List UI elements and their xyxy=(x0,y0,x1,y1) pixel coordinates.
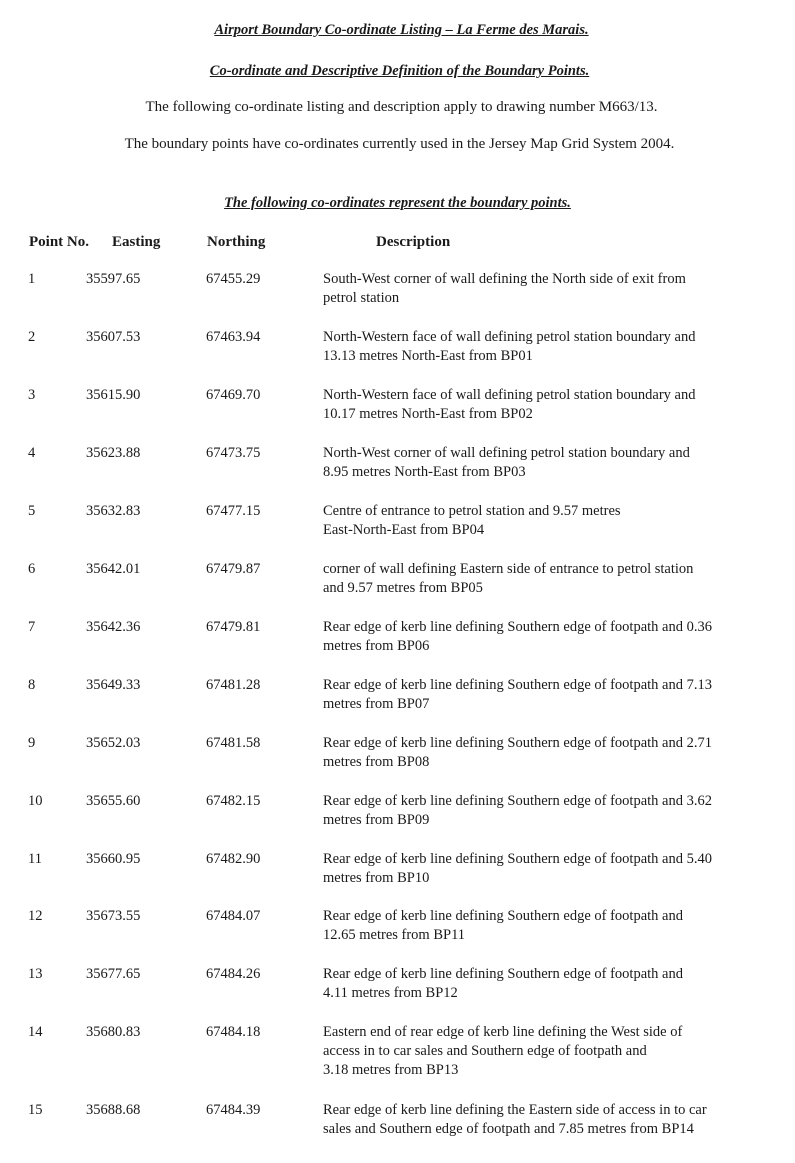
easting-value: 35660.95 xyxy=(86,851,141,867)
easting-value: 35615.90 xyxy=(86,387,141,403)
point-number: 15 xyxy=(28,1102,43,1118)
intro-paragraph-grid-system: The boundary points have co-ordinates currently used in the Jersey Map Grid System 2004. xyxy=(124,136,675,152)
northing-value: 67455.29 xyxy=(206,271,261,287)
point-description: North-Western face of wall defining petrol station boundary and 13.13 metres North-East from BP01 xyxy=(323,329,696,364)
point-description: Eastern end of rear edge of kerb line defining the West side of access in to car sales and Southern edge of footpath and 3.18 metres from BP13 xyxy=(323,1024,683,1078)
easting-value: 35642.36 xyxy=(86,619,141,635)
point-description: Rear edge of kerb line defining Southern edge of footpath and 3.62 metres from BP09 xyxy=(323,793,712,828)
northing-value: 67473.75 xyxy=(206,445,261,461)
northing-value: 67479.81 xyxy=(206,619,261,635)
northing-value: 67482.90 xyxy=(206,851,261,867)
point-number: 12 xyxy=(28,908,43,924)
northing-value: 67482.15 xyxy=(206,793,261,809)
easting-value: 35607.53 xyxy=(86,329,141,345)
point-number: 3 xyxy=(28,387,36,403)
easting-value: 35649.33 xyxy=(86,677,141,693)
point-number: 5 xyxy=(28,503,36,519)
point-number: 8 xyxy=(28,677,36,693)
column-header-easting: Easting xyxy=(112,234,161,250)
point-number: 1 xyxy=(28,271,36,287)
point-number: 13 xyxy=(28,966,43,982)
point-description: Rear edge of kerb line defining Southern edge of footpath and 0.36 metres from BP06 xyxy=(323,619,712,654)
point-number: 9 xyxy=(28,735,36,751)
column-header-description: Description xyxy=(376,234,451,250)
northing-value: 67484.26 xyxy=(206,966,261,982)
northing-value: 67484.18 xyxy=(206,1024,261,1040)
point-description: North-Western face of wall defining petrol station boundary and 10.17 metres North-East from BP02 xyxy=(323,387,696,422)
point-number: 7 xyxy=(28,619,36,635)
easting-value: 35655.60 xyxy=(86,793,141,809)
easting-value: 35597.65 xyxy=(86,271,141,287)
easting-value: 35652.03 xyxy=(86,735,141,751)
document-title: Airport Boundary Co-ordinate Listing – La Ferme des Marais. xyxy=(214,22,589,38)
point-number: 10 xyxy=(28,793,43,809)
northing-value: 67481.28 xyxy=(206,677,261,693)
point-description: corner of wall defining Eastern side of entrance to petrol station and 9.57 metres from BP05 xyxy=(323,561,694,596)
easting-value: 35642.01 xyxy=(86,561,141,577)
point-description: Centre of entrance to petrol station and 9.57 metres East-North-East from BP04 xyxy=(323,503,621,538)
section-title: The following co-ordinates represent the boundary points. xyxy=(224,195,571,211)
easting-value: 35623.88 xyxy=(86,445,141,461)
point-number: 14 xyxy=(28,1024,43,1040)
northing-value: 67481.58 xyxy=(206,735,261,751)
northing-value: 67469.70 xyxy=(206,387,261,403)
point-description: Rear edge of kerb line defining Southern edge of footpath and 2.71 metres from BP08 xyxy=(323,735,712,770)
northing-value: 67477.15 xyxy=(206,503,261,519)
easting-value: 35632.83 xyxy=(86,503,141,519)
point-description: Rear edge of kerb line defining Southern edge of footpath and 4.11 metres from BP12 xyxy=(323,966,683,1001)
point-description: Rear edge of kerb line defining Southern edge of footpath and 12.65 metres from BP11 xyxy=(323,908,683,943)
point-description: North-West corner of wall defining petrol station boundary and 8.95 metres North-East from BP03 xyxy=(323,445,690,480)
point-description: Rear edge of kerb line defining the Eastern side of access in to car sales and Southern edge of footpath and 7.85 metres from BP14 xyxy=(323,1102,707,1137)
point-number: 4 xyxy=(28,445,36,461)
point-number: 11 xyxy=(28,851,42,867)
easting-value: 35680.83 xyxy=(86,1024,141,1040)
northing-value: 67463.94 xyxy=(206,329,261,345)
northing-value: 67479.87 xyxy=(206,561,261,577)
document-subtitle: Co-ordinate and Descriptive Definition of the Boundary Points. xyxy=(209,63,590,79)
point-description: Rear edge of kerb line defining Southern edge of footpath and 7.13 metres from BP07 xyxy=(323,677,712,712)
point-description: Rear edge of kerb line defining Southern edge of footpath and 5.40 metres from BP10 xyxy=(323,851,712,886)
easting-value: 35677.65 xyxy=(86,966,141,982)
point-number: 6 xyxy=(28,561,36,577)
point-number: 2 xyxy=(28,329,36,345)
column-header-northing: Northing xyxy=(207,234,266,250)
easting-value: 35673.55 xyxy=(86,908,141,924)
northing-value: 67484.07 xyxy=(206,908,261,924)
easting-value: 35688.68 xyxy=(86,1102,141,1118)
intro-paragraph-drawing: The following co-ordinate listing and description apply to drawing number M663/13. xyxy=(145,99,658,115)
northing-value: 67484.39 xyxy=(206,1102,261,1118)
column-header-point: Point No. xyxy=(29,234,89,250)
point-description: South-West corner of wall defining the North side of exit from petrol station xyxy=(323,271,686,306)
